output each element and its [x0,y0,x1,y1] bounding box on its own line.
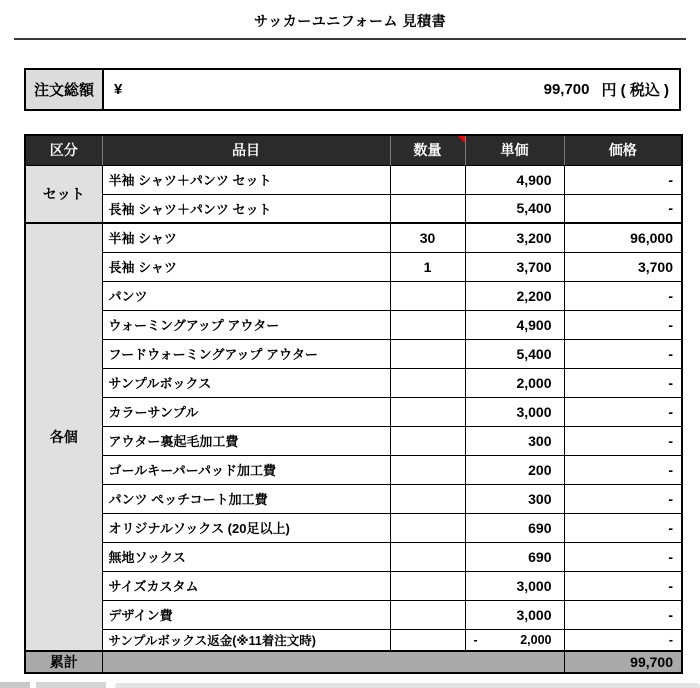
total-empty-cell[interactable] [102,651,564,673]
price-cell[interactable]: - [564,397,682,426]
header-price: 価格 [564,135,682,165]
item-name-cell[interactable]: 無地ソックス [102,542,390,571]
unit-price-cell[interactable]: 690 [465,542,564,571]
header-unit-price: 単価 [465,135,564,165]
quantity-cell[interactable] [390,629,465,651]
total-row [25,651,682,673]
quantity-cell[interactable] [390,426,465,455]
order-total-label: 注文総額 [26,70,104,109]
table-row [25,368,682,397]
item-name-cell[interactable]: 半袖 シャツ [102,223,390,252]
order-total-amount: 99,700 [543,81,590,98]
quantity-cell[interactable] [390,397,465,426]
unit-price-value: 2,000 [520,632,552,647]
item-name-cell[interactable]: フードウォーミングアップ アウター [102,339,390,368]
header-qty-label: 数量 [413,142,442,159]
item-name-cell[interactable]: ウォーミングアップ アウター [102,310,390,339]
item-name-cell[interactable]: パンツ ペッチコート加工費 [102,484,390,513]
price-cell[interactable]: - [564,368,682,397]
item-name-cell[interactable]: 半袖 シャツ＋パンツ セット [102,165,390,194]
quantity-cell[interactable] [390,194,465,223]
unit-price-cell[interactable]: 5,400 [465,339,564,368]
sheet-tab-stub[interactable] [0,682,30,688]
total-label-cell[interactable]: 累計 [25,651,102,673]
quotation-table [24,134,683,674]
price-cell[interactable]: 96,000 [564,223,682,252]
table-row [25,571,682,600]
item-name-cell[interactable]: サンプルボックス [102,368,390,397]
header-qty [390,135,465,165]
table-row [25,165,682,194]
unit-price-cell[interactable]: 690 [465,513,564,542]
header-row [25,135,682,165]
quantity-cell[interactable] [390,165,465,194]
quantity-cell[interactable] [390,281,465,310]
table-row [25,484,682,513]
comment-indicator-icon[interactable] [458,136,465,143]
item-name-cell[interactable]: ゴールキーパーパッド加工費 [102,455,390,484]
unit-price-cell[interactable]: 4,900 [465,165,564,194]
category-cell[interactable]: 各個 [25,223,102,651]
table-row [25,281,682,310]
price-cell[interactable]: - [564,484,682,513]
price-cell[interactable]: - [564,542,682,571]
order-total-value-cell[interactable] [104,70,679,109]
order-total-box [24,68,681,111]
table-row [25,600,682,629]
price-cell[interactable]: - [564,281,682,310]
price-cell[interactable]: - [564,426,682,455]
quantity-cell[interactable] [390,600,465,629]
unit-price-cell[interactable]: 5,400 [465,194,564,223]
page-title: サッカーユニフォーム 見積書 [254,13,446,29]
total-value-cell[interactable]: 99,700 [564,651,682,673]
table-row [25,252,682,281]
currency-symbol: ¥ [114,81,123,98]
header-item: 品目 [102,135,390,165]
table-row [25,310,682,339]
item-name-cell[interactable]: 長袖 シャツ＋パンツ セット [102,194,390,223]
quantity-cell[interactable] [390,339,465,368]
quantity-cell[interactable]: 1 [390,252,465,281]
price-cell[interactable]: - [564,455,682,484]
unit-price-cell[interactable]: 300 [465,426,564,455]
table-row [25,223,682,252]
order-total-suffix: 円 ( 税込 ) [601,82,669,99]
table-row [25,339,682,368]
sheet-tab-stub[interactable] [36,682,106,688]
unit-price-cell[interactable]: 3,000 [465,571,564,600]
price-cell[interactable]: - [564,165,682,194]
quantity-cell[interactable]: 30 [390,223,465,252]
item-name-cell[interactable]: カラーサンプル [102,397,390,426]
unit-price-cell[interactable]: 300 [465,484,564,513]
item-name-cell[interactable]: サイズカスタム [102,571,390,600]
price-cell[interactable]: - [564,339,682,368]
unit-price-cell[interactable]: 2,200 [465,281,564,310]
unit-price-cell[interactable]: 3,000 [465,397,564,426]
quantity-cell[interactable] [390,542,465,571]
quantity-cell[interactable] [390,455,465,484]
scrollbar-stub[interactable] [115,683,700,688]
unit-price-cell[interactable]: 3,000 [465,600,564,629]
unit-price-cell[interactable]: 4,900 [465,310,564,339]
table-row [25,397,682,426]
quantity-cell[interactable] [390,484,465,513]
unit-price-cell[interactable]: 2,000 [465,368,564,397]
table-row [25,513,682,542]
unit-price-cell[interactable] [465,629,564,651]
price-cell[interactable]: 3,700 [564,252,682,281]
table-row [25,629,682,651]
unit-price-cell[interactable]: 200 [465,455,564,484]
quantity-cell[interactable] [390,571,465,600]
price-cell[interactable]: - [564,629,682,651]
category-cell[interactable]: セット [25,165,102,223]
price-cell[interactable]: - [564,310,682,339]
price-cell[interactable]: - [564,571,682,600]
item-name-cell[interactable]: パンツ [102,281,390,310]
quantity-cell[interactable] [390,310,465,339]
price-cell[interactable]: - [564,513,682,542]
table-row [25,542,682,571]
price-cell[interactable]: - [564,600,682,629]
price-cell[interactable]: - [564,194,682,223]
item-name-cell[interactable]: オリジナルソックス (20足以上) [102,513,390,542]
unit-price-cell[interactable]: 3,700 [465,252,564,281]
unit-price-cell[interactable]: 3,200 [465,223,564,252]
table-row [25,194,682,223]
table-row [25,426,682,455]
title-underline [14,38,686,40]
item-name-cell[interactable]: デザイン費 [102,600,390,629]
items-body [25,165,682,651]
header-category: 区分 [25,135,102,165]
item-name-cell[interactable]: アウター裏起毛加工費 [102,426,390,455]
item-name-cell[interactable]: サンプルボックス返金(※11着注文時) [102,629,390,651]
item-name-cell[interactable]: 長袖 シャツ [102,252,390,281]
quantity-cell[interactable] [390,368,465,397]
minus-sign: - [473,632,478,647]
table-row [25,455,682,484]
quantity-cell[interactable] [390,513,465,542]
